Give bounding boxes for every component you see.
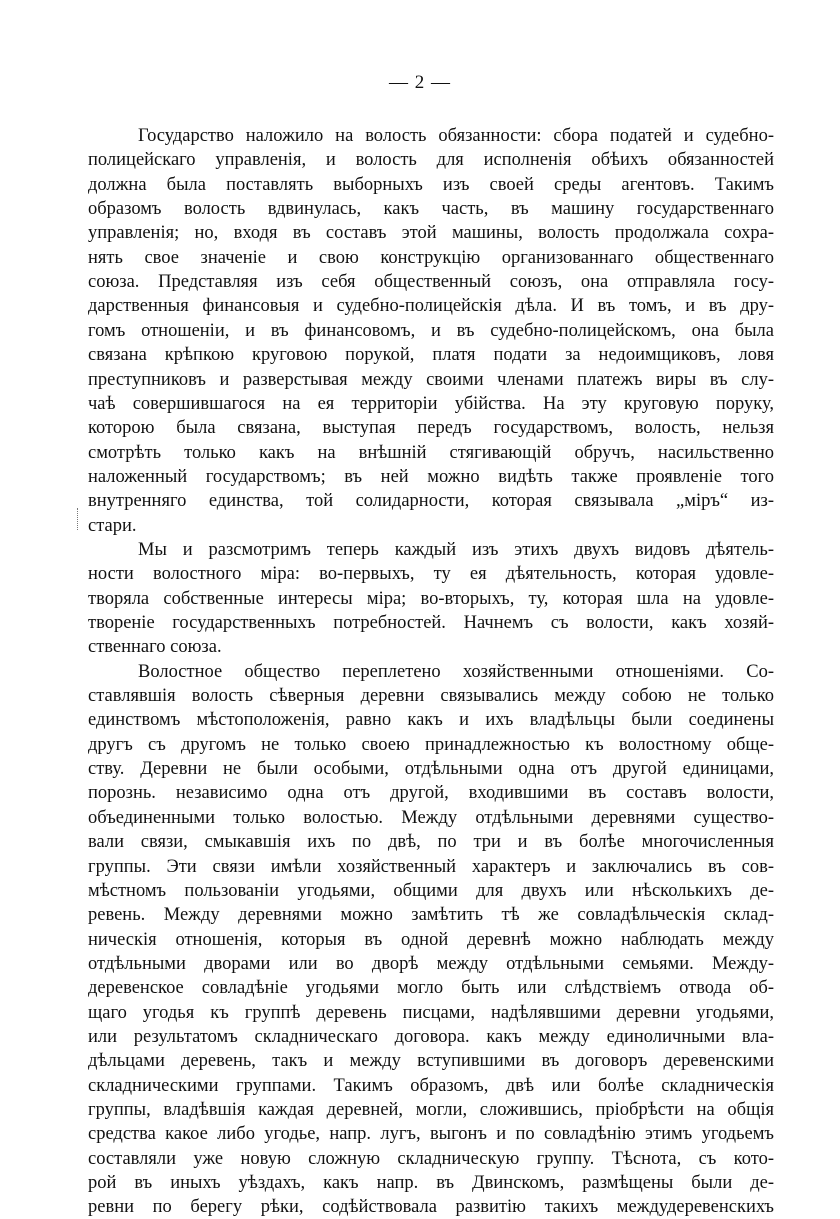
page-number: — 2 —	[389, 72, 451, 93]
text-line: мѣстномъ пользованіи угодьями, общими для двухъ или нѣсколькихъ де-	[88, 880, 774, 901]
text-line: порознь. независимо одна отъ другой, входившими въ составъ волости,	[88, 783, 774, 804]
text-line: ставлявшія волость сѣверныя деревни связывались между собою не только	[88, 686, 774, 707]
text-line: полицейскаго управленія, и волость для исполненія обѣихъ обязанностей	[88, 150, 774, 171]
text-line: которою была связана, выступая передъ государствомъ, волость, нельзя	[88, 418, 774, 439]
text-line: деревенское совладѣніе угодьями могло быть или слѣдствіемъ отвода об-	[88, 978, 774, 999]
text-line: средства какое либо угодье, напр. лугъ, выгонъ и по совладѣнію этимъ угодьемъ	[88, 1124, 774, 1145]
text-line: Мы и разсмотримъ теперь каждый изъ этихъ двухъ видовъ дѣятель-	[138, 539, 774, 560]
text-line: составляли уже новую сложную складническую группу. Тѣснота, съ кото-	[88, 1148, 774, 1169]
text-line: Государство наложило на волость обязанности: сбора податей и судебно-	[138, 126, 774, 146]
text-line: вали связи, смыкавшія ихъ по двѣ, по три и въ болѣе многочисленныя	[88, 832, 774, 853]
text-line: образомъ волость вдвинулась, какъ часть, въ машину государственнаго	[88, 199, 774, 220]
text-line: щаго угодья къ группѣ деревень писцами, надѣлявшими деревни угодьями,	[88, 1002, 774, 1023]
text-line: единствомъ мѣстоположенія, равно какъ и ихъ владѣльцы были соединены	[88, 710, 774, 731]
text-line: ревень. Между деревнями можно замѣтить тѣ же совладѣльческія склад-	[88, 905, 774, 926]
text-line: рой въ иныхъ уѣздахъ, какъ напр. въ Двинскомъ, размѣщены были де-	[88, 1173, 774, 1194]
text-line: гомъ отношеніи, и въ финансовомъ, и въ судебно-полицейскомъ, она была	[88, 320, 774, 341]
text-line: отдѣльными дворами или во дворѣ между отдѣльными семьями. Между-	[88, 953, 774, 974]
text-line: чаѣ совершившагося на ея территоріи убійства. На эту круговую поруку,	[88, 393, 774, 414]
text-line: Волостное общество переплетено хозяйственными отношеніями. Со-	[138, 661, 774, 682]
text-line: ническія отношенія, которыя въ одной деревнѣ можно наблюдать между	[88, 929, 774, 950]
text-line: ности волостного міра: во-первыхъ, ту ея дѣятельность, которая удовле-	[88, 564, 774, 585]
text-line: управленія; но, входя въ составъ этой машины, волость продолжала сохра-	[88, 223, 774, 244]
text-line: дарственныя финансовыя и судебно-полицейскія дѣла. И въ томъ, и въ дру-	[88, 296, 774, 317]
text-line: ству. Деревни не были особыми, отдѣльными одна отъ другой единицами,	[88, 759, 774, 780]
text-line: складническими группами. Такимъ образомъ, двѣ или болѣе складническія	[88, 1075, 774, 1096]
text-line: внутренняго единства, той солидарности, которая связывала „міръ“ из-	[88, 491, 774, 512]
text-line: союза. Представляя изъ себя общественный союзъ, она отправляла госу-	[88, 272, 774, 293]
text-line: ревни по берегу рѣки, содѣйствовала развитію такихъ междудеревенскихъ	[88, 1197, 774, 1218]
text-line: должна была поставлять выборныхъ изъ своей среды агентовъ. Такимъ	[88, 174, 774, 195]
text-line: ственнаго союза.	[88, 637, 222, 658]
text-line: нять свое значеніе и свою конструкцію организованнаго общественнаго	[88, 247, 774, 268]
text-line: смотрѣть только какъ на внѣшній стягивающій обручъ, насильственно	[88, 442, 774, 463]
text-line: другъ съ другомъ не только своею принадлежностью къ волостному обще-	[88, 734, 774, 755]
text-line: или результатомъ складническаго договора. какъ между единоличными вла-	[88, 1026, 774, 1047]
text-line: преступниковъ и разверстывая между своими членами платежъ виры въ слу-	[88, 369, 774, 390]
margin-mark	[77, 508, 80, 530]
text-line: стари.	[88, 515, 137, 536]
text-line: твореніе государственныхъ потребностей. Начнемъ съ волости, какъ хозяй-	[88, 613, 774, 633]
text-line: творяла собственные интересы міра; во-вторыхъ, ту, которая шла на удовле-	[88, 588, 774, 609]
text-line: группы, владѣвшія каждая деревней, могли, сложившись, пріобрѣсти на общія	[88, 1100, 774, 1120]
text-line: дѣльцами деревень, такъ и между вступившими въ договоръ деревенскими	[88, 1051, 774, 1072]
text-line: связана крѣпкою круговою порукой, платя подати за недоимщиковъ, ловя	[88, 345, 774, 366]
text-line: группы. Эти связи имѣли хозяйственный характеръ и заключались въ сов-	[88, 856, 774, 877]
text-line: наложенный государствомъ; въ ней можно видѣть также проявленіе того	[88, 466, 774, 487]
text-line: объединенными только волостью. Между отдѣльными деревнями существо-	[88, 807, 774, 828]
